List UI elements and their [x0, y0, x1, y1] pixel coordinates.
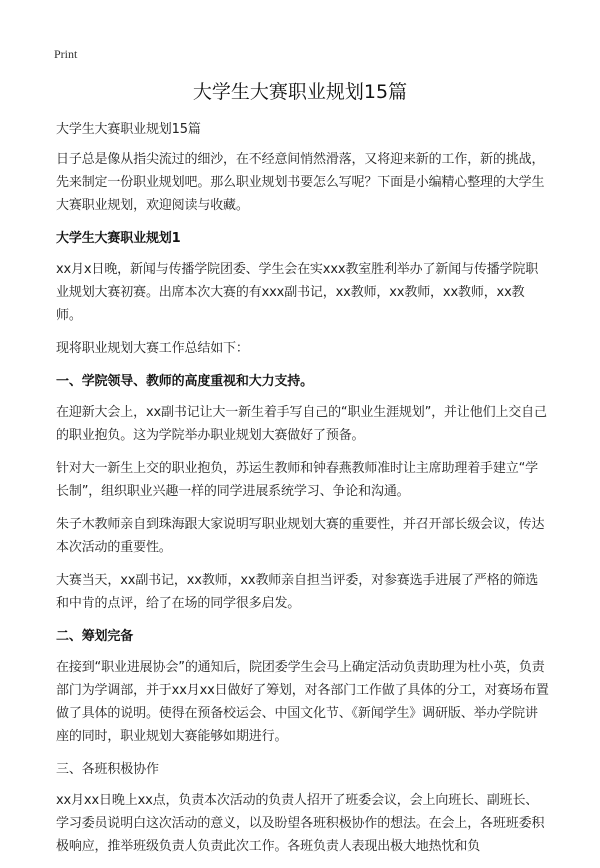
document-body: [56, 118, 550, 868]
paragraph: 现将职业规划大赛工作总结如下：: [56, 341, 249, 356]
paragraph: xx月x日晚，新闻与传播学院团委、学生会在实xxx教室胜利举办了新闻与传播学院职业规划大赛初赛。出席本次大赛的有xxx副书记，xx教师，xx教师，xx教师，xx教师。: [56, 262, 539, 323]
section-heading: 大学生大赛职业规划1: [56, 231, 181, 246]
paragraph: xx月xx日晚上xx点，负责本次活动的负责人招开了班委会议，会上向班长、副班长、学习委员说明白这次活动的意义，以及盼望各班积极协作的想法。在会上，各班班委积极响应，推举班级负责人负责此次工作。各班负责人表现出极大地热忱和负: [56, 793, 545, 854]
paragraph: 在迎新大会上，xx副书记让大一新生着手写自己的“职业生涯规划”，并让他们上交自己的职业抱负。这为学院举办职业规划大赛做好了预备。: [56, 405, 547, 443]
subsection-heading: 一、学院领导、教师的高度重视和大力支持。: [56, 374, 314, 389]
paragraph: 在接到“职业进展协会”的通知后，院团委学生会马上确定活动负责助理为杜小英，负责部门为学调部，并于xx月xx日做好了筹划，对各部门工作做了具体的分工，对赛场布置做了具体的说明。使得在预备校运会、中国文化节、《新闻学生》调研版、举办学院讲座的同时，职业规划大赛能够如期进行。: [56, 660, 549, 744]
subsection-heading: 三、各班积极协作: [56, 762, 159, 777]
subsection-heading: 二、筹划完备: [56, 629, 134, 644]
paragraph: 针对大一新生上交的职业抱负，苏运生教师和钟春燕教师准时让主席助理着手建立“学长制”，组织职业兴趣一样的同学进展系统学习、争论和沟通。: [56, 461, 539, 499]
print-label[interactable]: Print: [54, 47, 78, 61]
page-title: 大学生大赛职业规划15篇: [192, 81, 408, 103]
paragraph: 大赛当天，xx副书记，xx教师，xx教师亲自担当评委，对参赛选手进展了严格的筛选和中肯的点评，给了在场的同学很多启发。: [56, 573, 539, 611]
document-subtitle: 大学生大赛职业规划15篇: [56, 122, 201, 137]
intro-paragraph: 日子总是像从指尖流过的细沙，在不经意间悄然滑落，又将迎来新的工作，新的挑战，先来制定一份职业规划吧。那么职业规划书要怎么写呢？下面是小编精心整理的大学生大赛职业规划，欢迎阅读与收藏。: [56, 152, 545, 213]
paragraph: 朱子木教师亲自到珠海跟大家说明写职业规划大赛的重要性，并召开部长级会议，传达本次活动的重要性。: [56, 517, 545, 555]
